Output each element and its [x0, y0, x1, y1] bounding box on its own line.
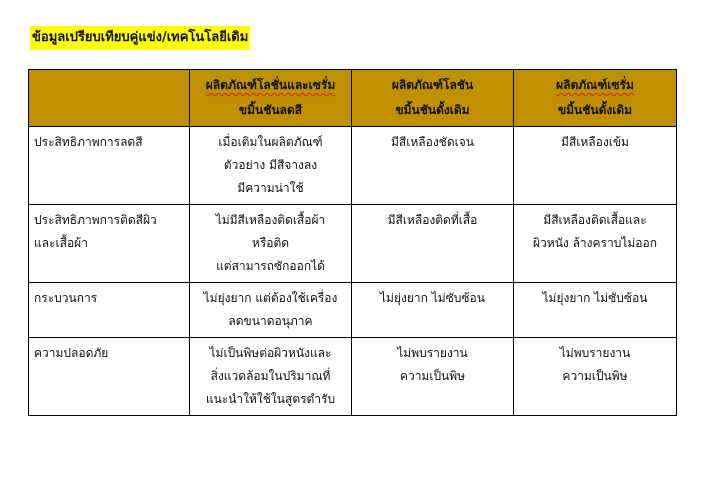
cell-line: หรือติด [251, 236, 290, 250]
row-label [29, 205, 190, 283]
row-label-line: ประสิทธิภาพการติดสีผิว [34, 213, 157, 227]
cell-line: ตัวอย่าง มีสีจางลง [223, 158, 318, 172]
header-cell-serum-original [514, 70, 677, 127]
table-cell [514, 338, 677, 416]
cell-line: ไม่พบรายงาน [397, 346, 468, 360]
table-cell [190, 127, 352, 205]
header-cell-empty [29, 70, 190, 127]
cell-line: ไม่ยุ่งยาก แต่ต้องใช้เครื่อง [203, 291, 338, 305]
cell-line: มีสีเหลืองติดเสื้อและ [543, 213, 647, 227]
table-cell [352, 283, 514, 338]
cell-line: ความเป็นพิษ [562, 369, 628, 383]
header-cell-lotion-original [352, 70, 514, 127]
table-cell [190, 338, 352, 416]
row-label [29, 283, 190, 338]
cell-line: เมื่อเติมในผลิตภัณฑ์ [218, 135, 323, 149]
table-cell [514, 127, 677, 205]
table-header-row [29, 70, 677, 127]
row-label-line: และเสื้อผ้า [34, 236, 88, 250]
header-line: ผลิตภัณฑ์เซรั่ม [556, 78, 634, 92]
cell-line: ไม่พบรายงาน [559, 346, 631, 360]
table-cell [514, 205, 677, 283]
table-cell [514, 283, 677, 338]
row-label-line: ประสิทธิภาพการลดสี [34, 135, 143, 149]
table-row-safety [29, 338, 677, 416]
header-line: ขมิ้นชันดั้งเดิม [395, 103, 470, 117]
table-cell [190, 283, 352, 338]
cell-line: ลดขนาดอนุภาค [228, 314, 313, 328]
table-cell [352, 338, 514, 416]
table-row-color-reduction [29, 127, 677, 205]
document-title: ข้อมูลเปรียบเทียบคู่แข่ง/เทคโนโลยีเดิม [30, 26, 250, 50]
cell-line: ไม่เป็นพิษต่อผิวหนังและ [209, 346, 332, 360]
comparison-table [28, 69, 677, 416]
table-cell [352, 127, 514, 205]
cell-line: ไม่ยุ่งยาก ไม่ซับซ้อน [380, 291, 485, 305]
cell-line: แต่สามารถซักออกได้ [216, 259, 325, 273]
header-line: ผลิตภัณฑ์โลชัน [391, 78, 474, 92]
cell-line: มีความน่าใช้ [237, 181, 304, 195]
header-line: ผลิตภัณฑ์โลชั่นและเซรั่ม [205, 78, 336, 92]
cell-line: สิ่งแวดล้อมในปริมาณที่ [210, 369, 331, 383]
cell-line: ไม่มีสีเหลืองติดเสื้อผ้า [215, 213, 326, 227]
cell-line: ผิวหนัง ล้างคราบไม่ออก [533, 236, 657, 250]
cell-line: ความเป็นพิษ [399, 369, 466, 383]
table-row-process [29, 283, 677, 338]
table-cell [352, 205, 514, 283]
cell-line: มีสีเหลืองชัดเจน [391, 135, 474, 149]
row-label-line: ความปลอดภัย [34, 346, 109, 360]
row-label [29, 127, 190, 205]
header-line: ขมิ้นชันลดสี [238, 103, 303, 117]
table-row-staining [29, 205, 677, 283]
header-line: ขมิ้นชันดั้งเดิม [557, 103, 633, 117]
table-cell [190, 205, 352, 283]
row-label-line: กระบวนการ [34, 291, 98, 305]
cell-line: แนะนำให้ใช้ในสูตรตำรับ [205, 392, 336, 406]
row-label [29, 338, 190, 416]
header-cell-lotion-serum-reduced-color [190, 70, 352, 127]
cell-line: มีสีเหลืองติดที่เสื้อ [387, 213, 478, 227]
cell-line: มีสีเหลืองเข้ม [561, 135, 629, 149]
cell-line: ไม่ยุ่งยาก ไม่ซับซ้อน [542, 291, 648, 305]
